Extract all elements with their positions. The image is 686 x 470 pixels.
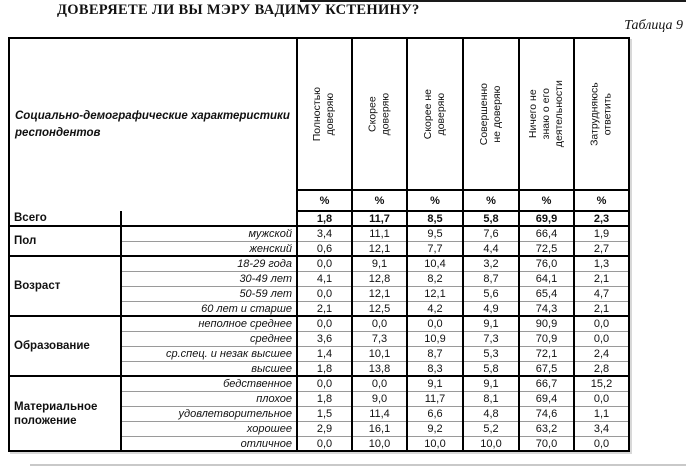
value-cell: 1,8 [297, 361, 352, 376]
value-cell: 74,6 [519, 406, 574, 421]
unit-cell: % [463, 190, 519, 211]
value-cell: 2,1 [574, 301, 629, 316]
scan-artifact-bottom-rule [30, 464, 686, 466]
value-cell: 76,0 [519, 256, 574, 271]
value-cell: 69,9 [519, 211, 574, 226]
value-cell: 0,0 [352, 316, 407, 331]
value-cell: 12,8 [352, 271, 407, 286]
value-cell: 11,7 [407, 391, 463, 406]
value-cell: 0,0 [574, 316, 629, 331]
category-label-age: Возраст [9, 256, 121, 316]
value-cell: 66,7 [519, 376, 574, 391]
value-cell: 9,1 [463, 376, 519, 391]
row-label-total: Всего [9, 211, 121, 226]
value-cell: 8,2 [407, 271, 463, 286]
value-cell: 4,9 [463, 301, 519, 316]
category-label-education: Образование [9, 316, 121, 376]
value-cell: 0,0 [574, 391, 629, 406]
value-cell: 10,4 [407, 256, 463, 271]
value-cell: 4,2 [407, 301, 463, 316]
value-cell: 12,5 [352, 301, 407, 316]
column-header-know-nothing: Ничего не знаю о его деятельности [519, 38, 574, 190]
row-sublabel: 30-49 лет [121, 271, 297, 286]
row-sublabel: ср.спец. и незак высшее [121, 346, 297, 361]
value-cell: 10,9 [407, 331, 463, 346]
value-cell: 0,0 [574, 331, 629, 346]
value-cell: 3,2 [463, 256, 519, 271]
value-cell: 67,5 [519, 361, 574, 376]
unit-cell: % [407, 190, 463, 211]
value-cell: 2,9 [297, 421, 352, 436]
value-cell: 4,7 [574, 286, 629, 301]
value-cell: 0,0 [297, 316, 352, 331]
value-cell: 0,0 [407, 316, 463, 331]
value-cell: 8,7 [407, 346, 463, 361]
value-cell: 1,8 [297, 211, 352, 226]
value-cell: 5,2 [463, 421, 519, 436]
value-cell: 15,2 [574, 376, 629, 391]
value-cell: 74,3 [519, 301, 574, 316]
value-cell: 1,5 [297, 406, 352, 421]
corner-header: Социально-демографические характеристики респондентов [9, 38, 297, 211]
value-cell: 0,0 [574, 436, 629, 451]
row-sublabel: бедственное [121, 376, 297, 391]
value-cell: 63,2 [519, 421, 574, 436]
header-row [9, 38, 629, 190]
value-cell: 10,0 [463, 436, 519, 451]
value-cell: 0,0 [352, 376, 407, 391]
row-sublabel: среднее [121, 331, 297, 346]
value-cell: 5,8 [463, 361, 519, 376]
value-cell: 7,3 [352, 331, 407, 346]
value-cell: 72,1 [519, 346, 574, 361]
row-sublabel: плохое [121, 391, 297, 406]
value-cell: 2,1 [574, 271, 629, 286]
value-cell: 8,1 [463, 391, 519, 406]
value-cell: 7,7 [407, 241, 463, 256]
value-cell: 0,0 [297, 286, 352, 301]
row-sublabel: высшее [121, 361, 297, 376]
row-sublabel: 60 лет и старше [121, 301, 297, 316]
value-cell: 70,0 [519, 436, 574, 451]
page-title: ДОВЕРЯЕТЕ ЛИ ВЫ МЭРУ ВАДИМУ КСТЕНИНУ? [57, 2, 420, 18]
value-cell: 1,1 [574, 406, 629, 421]
value-cell: 0,0 [297, 376, 352, 391]
row-sublabel: 18-29 года [121, 256, 297, 271]
row-sublabel: 50-59 лет [121, 286, 297, 301]
table-row [9, 316, 629, 331]
value-cell: 12,1 [352, 286, 407, 301]
row-sublabel: мужской [121, 226, 297, 241]
column-header-fully-distrust: Совершенно не доверяю [463, 38, 519, 190]
value-cell: 12,1 [407, 286, 463, 301]
value-cell: 3,4 [297, 226, 352, 241]
row-sublabel-empty [121, 211, 297, 226]
value-cell: 1,9 [574, 226, 629, 241]
value-cell: 7,3 [463, 331, 519, 346]
value-cell: 9,1 [352, 256, 407, 271]
value-cell: 2,4 [574, 346, 629, 361]
value-cell: 64,1 [519, 271, 574, 286]
table-row [9, 226, 629, 241]
value-cell: 2,7 [574, 241, 629, 256]
value-cell: 2,3 [574, 211, 629, 226]
value-cell: 5,8 [463, 211, 519, 226]
value-cell: 9,1 [463, 316, 519, 331]
value-cell: 8,3 [407, 361, 463, 376]
category-label-gender: Пол [9, 226, 121, 256]
value-cell: 9,1 [407, 376, 463, 391]
value-cell: 12,1 [352, 241, 407, 256]
value-cell: 9,0 [352, 391, 407, 406]
value-cell: 13,8 [352, 361, 407, 376]
value-cell: 5,6 [463, 286, 519, 301]
value-cell: 8,5 [407, 211, 463, 226]
value-cell: 3,6 [297, 331, 352, 346]
value-cell: 0,0 [297, 256, 352, 271]
value-cell: 4,1 [297, 271, 352, 286]
value-cell: 11,4 [352, 406, 407, 421]
value-cell: 10,1 [352, 346, 407, 361]
value-cell: 1,3 [574, 256, 629, 271]
row-sublabel: удовлетворительное [121, 406, 297, 421]
table-row-total [9, 211, 629, 226]
value-cell: 7,6 [463, 226, 519, 241]
unit-cell: % [574, 190, 629, 211]
row-sublabel: женский [121, 241, 297, 256]
value-cell: 9,5 [407, 226, 463, 241]
value-cell: 2,8 [574, 361, 629, 376]
unit-cell: % [352, 190, 407, 211]
table-row [9, 376, 629, 391]
survey-results-table [8, 37, 630, 452]
value-cell: 69,4 [519, 391, 574, 406]
value-cell: 6,6 [407, 406, 463, 421]
value-cell: 1,4 [297, 346, 352, 361]
value-cell: 0,0 [297, 436, 352, 451]
value-cell: 9,2 [407, 421, 463, 436]
value-cell: 0,6 [297, 241, 352, 256]
value-cell: 11,7 [352, 211, 407, 226]
value-cell: 5,3 [463, 346, 519, 361]
column-header-rather-distrust: Скорее не доверяю [407, 38, 463, 190]
value-cell: 3,4 [574, 421, 629, 436]
value-cell: 4,4 [463, 241, 519, 256]
value-cell: 90,9 [519, 316, 574, 331]
unit-cell: % [519, 190, 574, 211]
value-cell: 65,4 [519, 286, 574, 301]
value-cell: 8,7 [463, 271, 519, 286]
category-label-material-status: Материальное положение [9, 376, 121, 451]
value-cell: 11,1 [352, 226, 407, 241]
value-cell: 10,0 [352, 436, 407, 451]
column-header-fully-trust: Полностью доверяю [297, 38, 352, 190]
value-cell: 72,5 [519, 241, 574, 256]
unit-cell: % [297, 190, 352, 211]
row-sublabel: хорошее [121, 421, 297, 436]
value-cell: 16,1 [352, 421, 407, 436]
value-cell: 1,8 [297, 391, 352, 406]
table-row [9, 256, 629, 271]
value-cell: 4,8 [463, 406, 519, 421]
column-header-rather-trust: Скорее доверяю [352, 38, 407, 190]
value-cell: 66,4 [519, 226, 574, 241]
value-cell: 10,0 [407, 436, 463, 451]
column-header-hard-to-answer: Затрудняюсь ответить [574, 38, 629, 190]
value-cell: 2,1 [297, 301, 352, 316]
row-sublabel: отличное [121, 436, 297, 451]
row-sublabel: неполное среднее [121, 316, 297, 331]
table-caption: Таблица 9 [624, 18, 683, 33]
value-cell: 70,9 [519, 331, 574, 346]
